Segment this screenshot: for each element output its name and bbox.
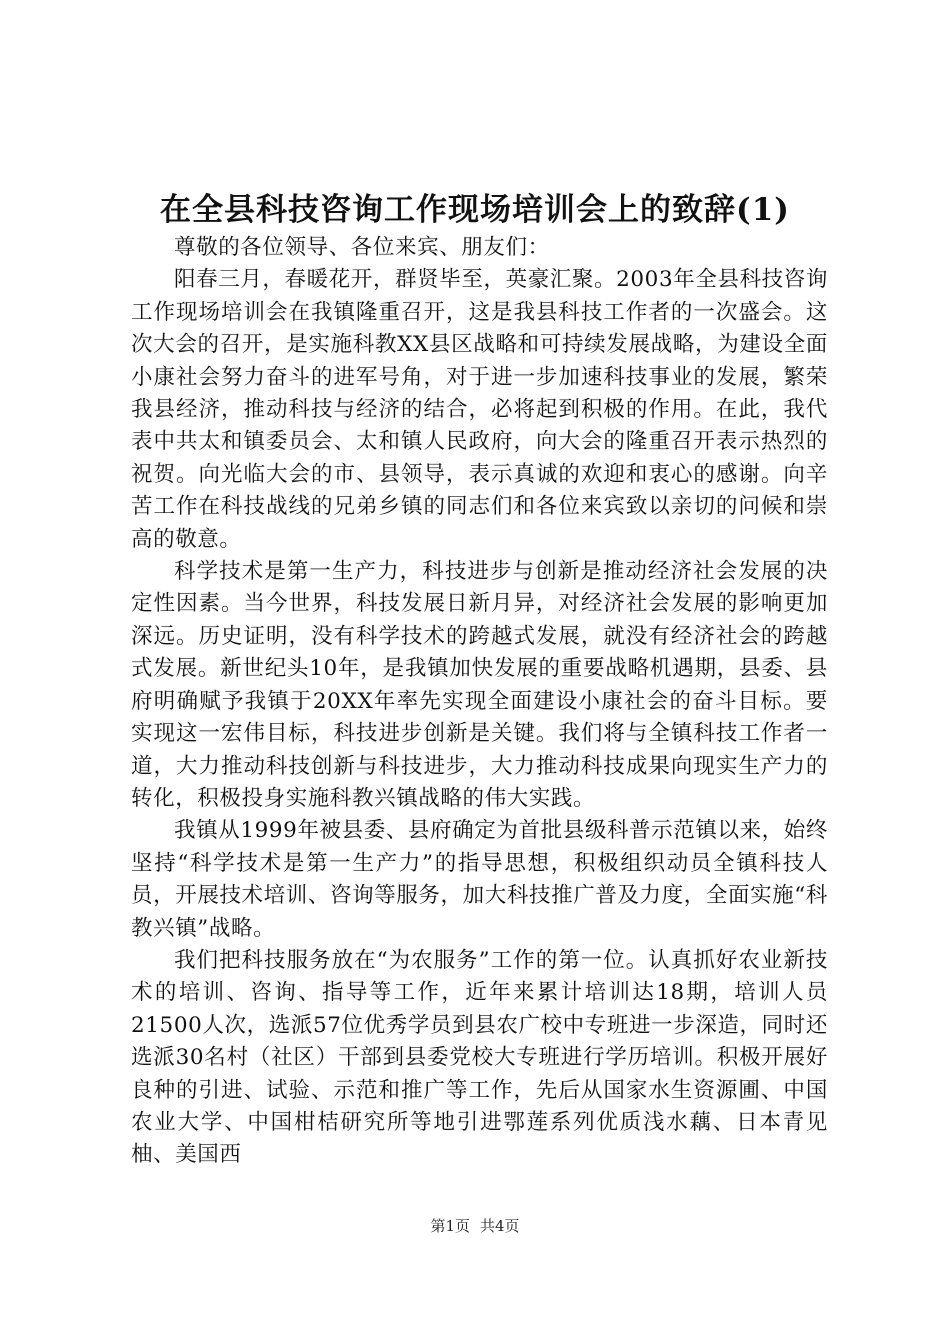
page-footer [0, 1216, 950, 1236]
document-body [131, 232, 828, 1172]
body-paragraph: 我们把科技服务放在“为农服务”工作的第一位。认真抓好农业新技术的培训、咨询、指导等工作，近年来累计培训达18期，培训人员21500人次，选派57位优秀学员到县农广校中专班进一步深造，同时还选派30名村（社区）干部到县委党校大专班进行学历培训。积极开展好良种的引进、试验、示范和推广等工作，先后从国家水生资源圃、中国农业大学、中国柑桔研究所等地引进鄂莲系列优质浅水藕、日本青见柚、美国西 [131, 947, 828, 1168]
body-paragraph: 科学技术是第一生产力，科技进步与创新是推动经济社会发展的决定性因素。当今世界，科技发展日新月异，对经济社会发展的影响更加深远。历史证明，没有科学技术的跨越式发展，就没有经济社会的跨越式发展。新世纪头10年，是我镇加快发展的重要战略机遇期，县委、县府明确赋予我镇于20XX年率先实现全面建设小康社会的奋斗目标。要实现这一宏伟目标，科技进步创新是关键。我们将与全镇科技工作者一道，大力推动科技创新与科技进步，大力推动科技成果向现实生产力的转化，积极投身实施科教兴镇战略的伟大实践。 [131, 559, 828, 811]
salutation-paragraph: 尊敬的各位领导、各位来宾、朋友们： [174, 235, 550, 260]
page-title: 在全县科技咨询工作现场培训会上的致辞(1) [160, 192, 790, 228]
page-total: 共4页 [480, 1217, 520, 1235]
body-paragraph: 阳春三月，春暖花开，群贤毕至，英豪汇聚。2003年全县科技咨询工作现场培训会在我镇隆重召开，这是我县科技工作者的一次盛会。这次大会的召开，是实施科教XX县区战略和可持续发展战略，为建设全面小康社会努力奋斗的进军号角，对于进一步加速科技事业的发展，繁荣我县经济，推动科技与经济的结合，必将起到积极的作用。在此，我代表中共太和镇委员会、太和镇人民政府，向大会的隆重召开表示热烈的祝贺。向光临大会的市、县领导，表示真诚的欢迎和衷心的感谢。向辛苦工作在科技战线的兄弟乡镇的同志们和各位来宾致以亲切的问候和崇高的敬意。 [131, 267, 828, 552]
body-paragraph: 我镇从1999年被县委、县府确定为首批县级科普示范镇以来，始终坚持“科学技术是第一生产力”的指导思想，积极组织动员全镇科技人员，开展技术培训、咨询等服务，加大科技推广普及力度，全面实施“科教兴镇”战略。 [131, 818, 828, 941]
page-number: 第1页 [430, 1217, 470, 1235]
